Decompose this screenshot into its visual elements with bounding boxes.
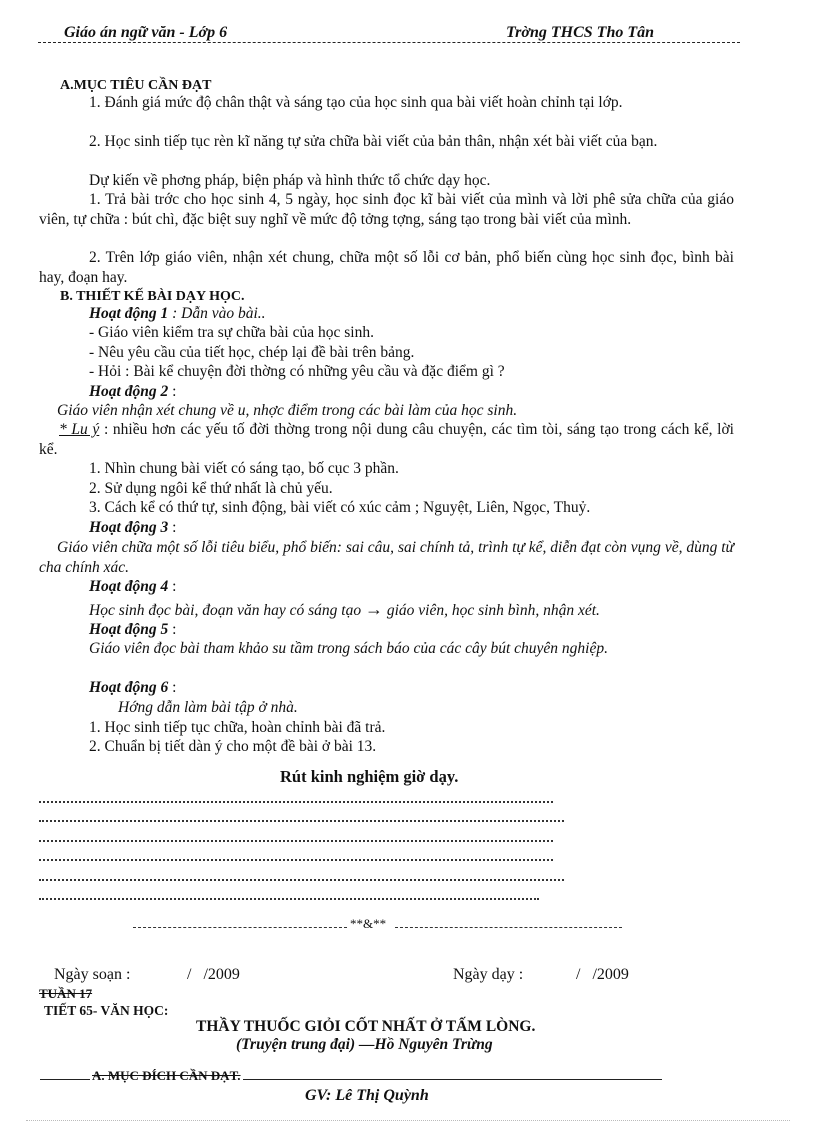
- hd2-item-2: 2. Sử dụng ngôi kể thứ nhất là chủ yếu.: [89, 480, 333, 497]
- hoat-dong-3-label: Hoạt động 3: [89, 519, 169, 536]
- luu-y: [39, 420, 734, 459]
- hd4-text: [89, 600, 600, 620]
- arrow-right-icon: →: [364, 599, 383, 619]
- section-a-p3: Dự kiến về phơng pháp, biện pháp và hình thức tổ chức dạy học.: [89, 172, 491, 189]
- hd1-item-2: - Nêu yêu cầu của tiết học, chép lại đề bài trên bảng.: [89, 344, 415, 361]
- hd4-text-a: Học sinh đọc bài, đoạn văn hay có sáng tạo: [89, 602, 365, 619]
- separator-right: [395, 927, 622, 928]
- header-right: Trờng THCS Tho Tân: [506, 24, 655, 41]
- header-rule: [38, 42, 740, 43]
- hd2-text: Giáo viên nhận xét chung về u, nhợc điểm trong các bài làm của học sinh.: [57, 402, 518, 419]
- hoat-dong-5-label: Hoạt động 5: [89, 621, 169, 638]
- hoat-dong-6-label: Hoạt động 6: [89, 679, 169, 696]
- hoat-dong-2-label: Hoạt động 2: [89, 383, 169, 400]
- notes-line-6: [39, 898, 539, 900]
- tiet-label: TIẾT 65- VĂN HỌC:: [44, 1003, 169, 1018]
- section-b-title: B. THIẾT KẾ BÀI DẠY HỌC.: [60, 289, 245, 304]
- hoat-dong-6-rest: :: [168, 679, 177, 696]
- lesson-title: THẦY THUỐC GIỎI CỐT NHẤT Ở TẤM LÒNG.: [196, 1018, 536, 1035]
- ngay-day-label: Ngày dạy :: [453, 966, 524, 983]
- hd3-text: Giáo viên chữa một số lỗi tiêu biểu, phổ biến: sai câu, sai chính tả, trình tự kể, diễn đạt còn vụng về, dùng từ cha chính xác.: [39, 539, 734, 576]
- luu-y-text: : nhiều hơn các yếu tố đời thờng trong nội dung câu chuyện, các tìm tòi, sáng tạo trong cách kể, lời kể.: [39, 421, 734, 458]
- notes-line-1: [39, 801, 553, 803]
- hoat-dong-2-rest: :: [168, 383, 177, 400]
- hoat-dong-5: [89, 620, 176, 639]
- hd6-item-1: 1. Học sinh tiếp tục chữa, hoàn chỉnh bài đã trả.: [89, 719, 386, 736]
- hoat-dong-3-rest: :: [168, 519, 177, 536]
- hoat-dong-6: [89, 678, 176, 697]
- ngay-soan-label: Ngày soạn :: [54, 966, 131, 983]
- hoat-dong-5-rest: :: [168, 621, 177, 638]
- hoat-dong-4: [89, 577, 176, 596]
- hoat-dong-4-rest: :: [168, 578, 177, 595]
- rut-kinh-nghiem-heading: Rút kinh nghiệm giờ dạy.: [280, 767, 459, 786]
- hd1-item-1: - Giáo viên kiểm tra sự chữa bài của học sinh.: [89, 324, 374, 341]
- hoat-dong-1-label: Hoạt động 1: [89, 305, 169, 322]
- section-a-p2: 2. Học sinh tiếp tục rèn kĩ năng tự sửa chữa bài viết của bản thân, nhận xét bài viết của bạn.: [89, 133, 658, 150]
- luu-y-label: * Lu ý: [59, 421, 100, 438]
- footer-teacher: GV: Lê Thị Quỳnh: [305, 1087, 429, 1104]
- section-a-p5: 2. Trên lớp giáo viên, nhận xét chung, chữa một số lỗi cơ bản, phổ biến cùng học sinh đọc, bình bài hay, đoạn hay.: [39, 249, 734, 286]
- notes-line-3: [39, 840, 553, 842]
- hoat-dong-1: [89, 304, 266, 323]
- hd1-item-3: - Hỏi : Bài kể chuyện đời thờng có những yêu cầu và đặc điểm gì ?: [89, 363, 505, 380]
- notes-line-2: [39, 820, 564, 822]
- hd2-item-1: 1. Nhìn chung bài viết có sáng tạo, bố cục 3 phần.: [89, 460, 399, 477]
- next-section-a: A. MỤC ĐÍCH CẦN ĐẠT.: [92, 1068, 241, 1083]
- footer-rule: [26, 1120, 790, 1121]
- separator-mark: **&**: [350, 916, 387, 931]
- section-a-p4: 1. Trả bài trớc cho học sinh 4, 5 ngày, học sinh đọc kĩ bài viết của mình và lời phê sửa chữa của giáo viên, tự chữa : bút chì, đặc biệt suy nghĩ về mức độ tởng tợng, sáng tạo trong bài viết của mình.: [39, 191, 734, 228]
- hoat-dong-1-rest: : Dẫn vào bài..: [168, 305, 266, 322]
- hd4-text-b: giáo viên, học sinh bình, nhận xét.: [382, 602, 600, 619]
- section-a-p1: 1. Đánh giá mức độ chân thật và sáng tạo của học sinh qua bài viết hoàn chỉnh tại lớp.: [89, 94, 623, 111]
- tuan-label: TUẦN 17: [39, 986, 93, 1001]
- section-a-title: A.MỤC TIÊU CẦN ĐẠT: [60, 78, 212, 93]
- hd6-text: Hớng dẫn làm bài tập ở nhà.: [118, 699, 298, 716]
- hd6-item-2: 2. Chuẩn bị tiết dàn ý cho một đề bài ở bài 13.: [89, 738, 377, 755]
- header-left: Giáo án ngữ văn - Lớp 6: [64, 24, 228, 41]
- notes-line-4: [39, 859, 553, 861]
- separator-left: [133, 927, 347, 928]
- hoat-dong-3: [89, 518, 176, 537]
- hoat-dong-4-label: Hoạt động 4: [89, 578, 169, 595]
- lesson-subtitle: (Truyện trung đại) —Hồ Nguyên Trừng: [236, 1036, 493, 1053]
- hd5-text: Giáo viên đọc bài tham khảo su tầm trong sách báo của các cây bút chuyên nghiệp.: [89, 640, 608, 657]
- ngay-soan-value: / /2009: [187, 966, 240, 983]
- hoat-dong-2: [89, 382, 176, 401]
- ngay-day-value: / /2009: [576, 966, 629, 983]
- notes-line-5: [39, 879, 564, 881]
- hd2-item-3: 3. Cách kể có thứ tự, sinh động, bài viết có xúc cảm ; Nguyệt, Liên, Ngọc, Thuỷ.: [89, 499, 591, 516]
